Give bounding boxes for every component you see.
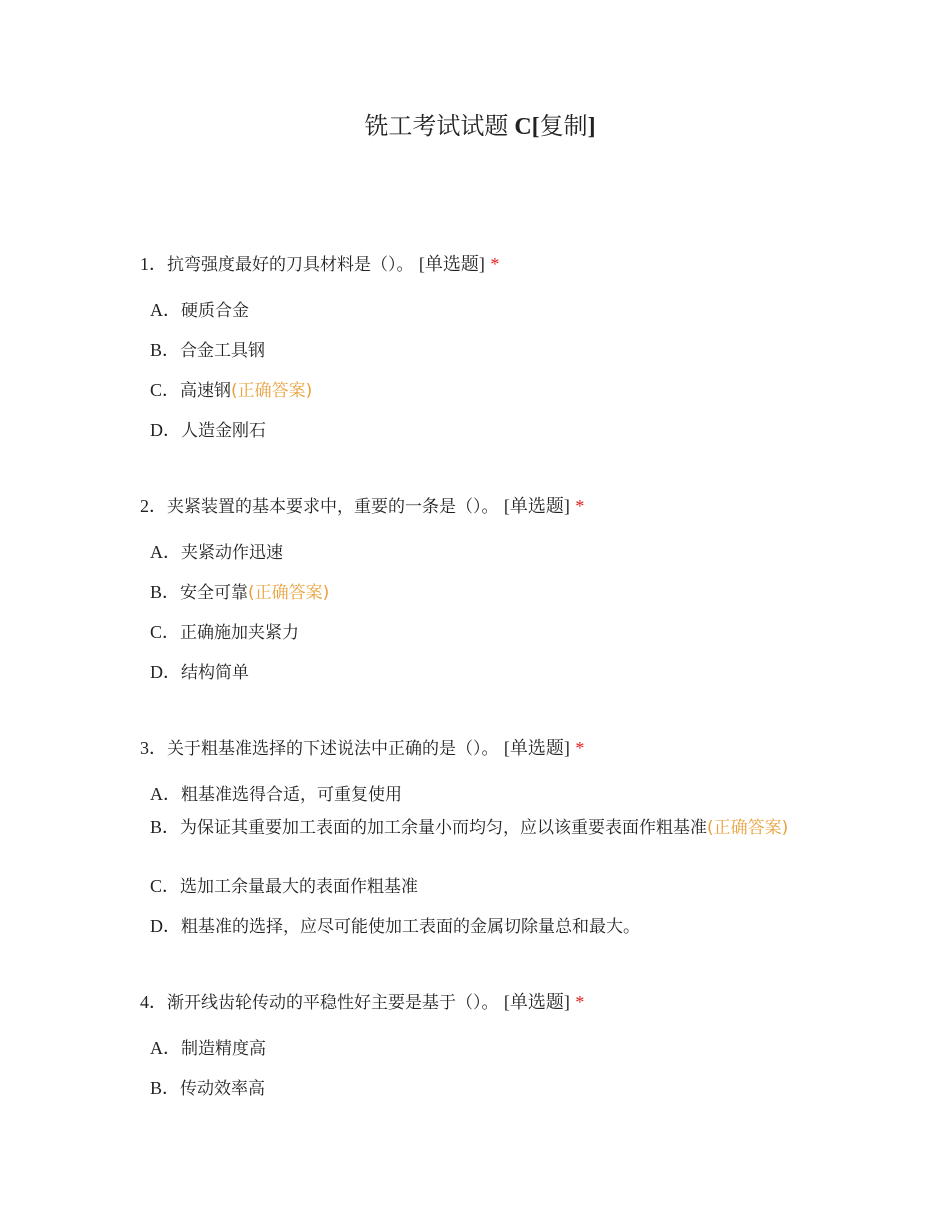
option-text: 制造精度高 bbox=[181, 1039, 266, 1059]
option-letter: D． bbox=[150, 662, 181, 682]
required-marker: * bbox=[575, 738, 585, 758]
correct-answer-mark: (正确答案) bbox=[248, 583, 330, 603]
option-letter: A． bbox=[150, 542, 181, 562]
title-suffix: ] bbox=[587, 114, 596, 140]
question-3 bbox=[140, 736, 820, 937]
question-number: 1． bbox=[140, 254, 167, 274]
option-a bbox=[150, 540, 810, 565]
question-number: 3． bbox=[140, 738, 167, 758]
option-text: 硬质合金 bbox=[181, 301, 249, 321]
title-prefix: 铣工考试试题 bbox=[364, 114, 515, 140]
option-text: 安全可靠 bbox=[180, 583, 249, 603]
question-type: [单选题] bbox=[503, 496, 570, 516]
option-b bbox=[150, 580, 810, 605]
option-letter: D． bbox=[150, 420, 181, 440]
option-letter: B． bbox=[150, 1078, 181, 1098]
option-letter: B． bbox=[150, 340, 181, 360]
question-stem bbox=[140, 736, 820, 761]
option-text: 粗基准的选择，应尽可能使加工表面的金属切除量总和最大。 bbox=[181, 917, 640, 937]
correct-answer-mark: (正确答案) bbox=[231, 381, 313, 401]
option-text: 结构简单 bbox=[181, 663, 249, 683]
option-b bbox=[150, 815, 810, 840]
option-letter: D． bbox=[150, 916, 181, 936]
question-stem bbox=[140, 990, 820, 1015]
option-text: 夹紧动作迅速 bbox=[181, 543, 283, 563]
option-text: 合金工具钢 bbox=[180, 341, 266, 361]
required-marker: * bbox=[575, 992, 585, 1012]
question-text: 渐开线齿轮传动的平稳性好主要是基于（）。 bbox=[167, 993, 499, 1013]
option-letter: C． bbox=[150, 876, 181, 896]
option-letter: B． bbox=[150, 817, 181, 837]
option-b bbox=[150, 338, 810, 363]
required-marker: * bbox=[575, 496, 585, 516]
option-text: 正确施加夹紧力 bbox=[180, 623, 300, 643]
question-2 bbox=[140, 494, 820, 683]
option-text: 选加工余量最大的表面作粗基准 bbox=[180, 877, 419, 897]
question-type: [单选题] bbox=[503, 992, 570, 1012]
option-text: 传动效率高 bbox=[180, 1079, 266, 1099]
option-a bbox=[150, 298, 810, 323]
option-d bbox=[150, 660, 810, 685]
page-title bbox=[0, 110, 950, 144]
option-letter: C． bbox=[150, 622, 181, 642]
question-type: [单选题] bbox=[503, 738, 570, 758]
option-letter: C． bbox=[150, 380, 181, 400]
question-text: 夹紧装置的基本要求中，重要的一条是（）。 bbox=[167, 497, 499, 517]
question-type: [单选题] bbox=[418, 254, 485, 274]
question-text: 抗弯强度最好的刀具材料是（）。 bbox=[167, 255, 414, 275]
option-c bbox=[150, 874, 810, 899]
option-d bbox=[150, 418, 810, 443]
option-text: 高速钢 bbox=[180, 381, 232, 401]
question-number: 4． bbox=[140, 992, 167, 1012]
option-b bbox=[150, 1076, 810, 1101]
option-letter: A． bbox=[150, 784, 181, 804]
question-stem bbox=[140, 494, 820, 519]
option-letter: B． bbox=[150, 582, 181, 602]
option-text: 为保证其重要加工表面的加工余量小而均匀，应以该重要表面作粗基准 bbox=[180, 818, 708, 838]
question-number: 2． bbox=[140, 496, 167, 516]
question-text: 关于粗基准选择的下述说法中正确的是（）。 bbox=[167, 739, 499, 759]
option-text: 粗基准选得合适，可重复使用 bbox=[181, 785, 402, 805]
question-4 bbox=[140, 990, 820, 1099]
title-bold-part: C[ bbox=[514, 114, 540, 140]
option-letter: A． bbox=[150, 300, 181, 320]
required-marker: * bbox=[490, 254, 500, 274]
title-middle: 复制 bbox=[539, 114, 588, 140]
option-c bbox=[150, 620, 810, 645]
correct-answer-mark: (正确答案) bbox=[707, 818, 789, 838]
option-a bbox=[150, 1036, 810, 1061]
question-stem bbox=[140, 252, 820, 277]
option-c bbox=[150, 378, 810, 403]
question-1 bbox=[140, 252, 820, 441]
option-d bbox=[150, 914, 810, 939]
option-a bbox=[150, 782, 810, 807]
option-text: 人造金刚石 bbox=[181, 421, 266, 441]
option-letter: A． bbox=[150, 1038, 181, 1058]
